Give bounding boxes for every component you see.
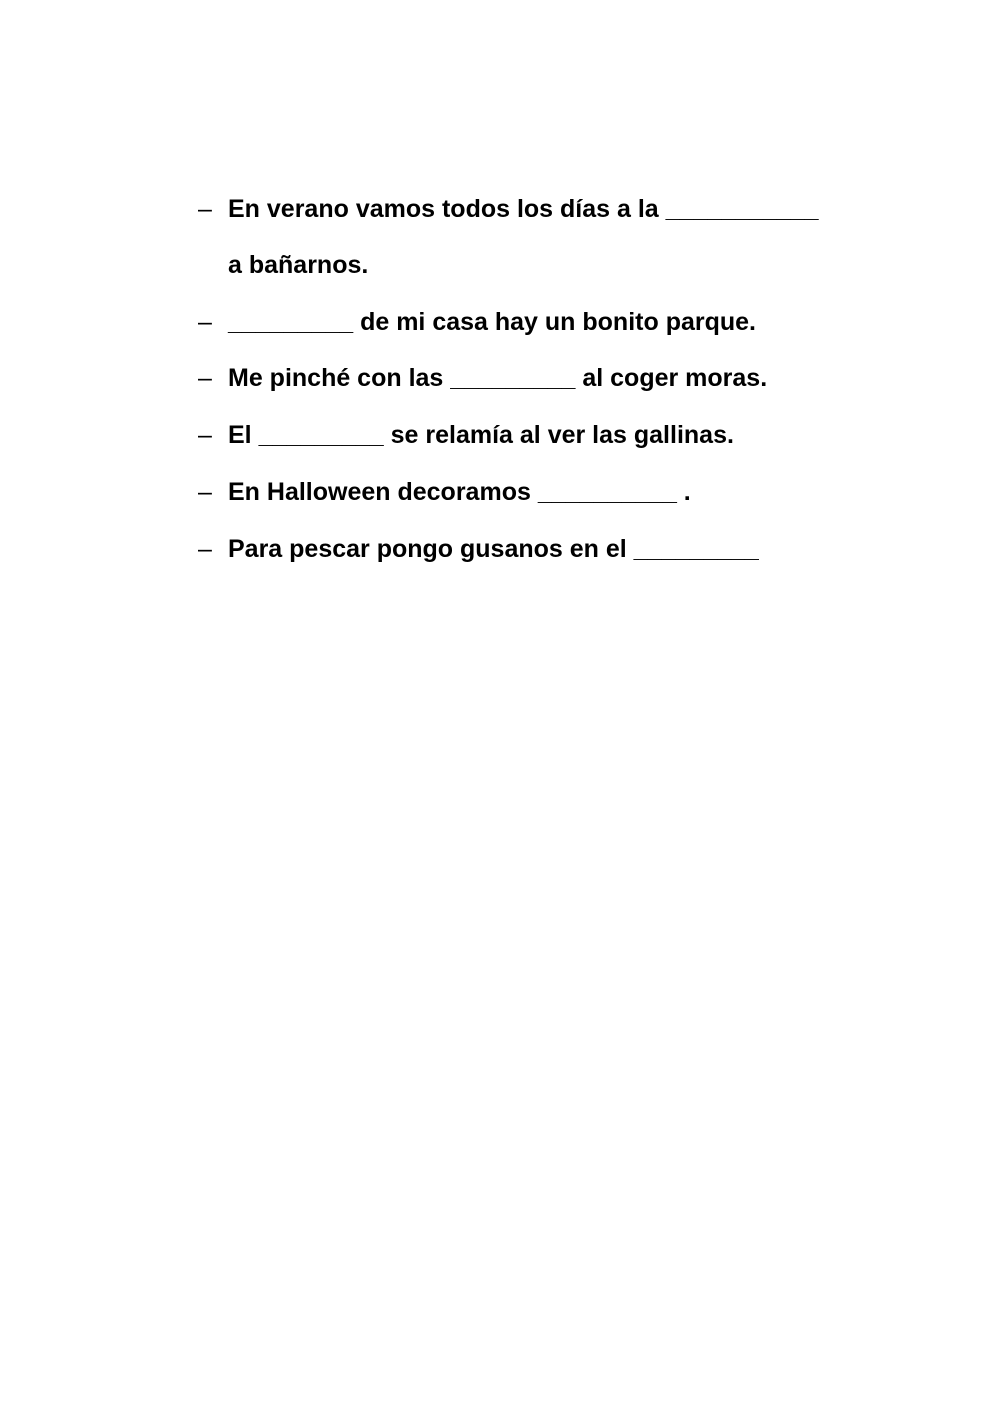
- sentence-text: _________ de mi casa hay un bonito parque.: [228, 308, 756, 336]
- dash-bullet: –: [198, 195, 212, 223]
- dash-bullet: –: [198, 535, 212, 563]
- list-item-continuation: [0, 245, 1000, 285]
- list-item: [0, 415, 1000, 455]
- dash-bullet: –: [198, 308, 212, 336]
- dash-bullet: –: [198, 478, 212, 506]
- sentence-text: a bañarnos.: [228, 251, 369, 279]
- sentence-text: Me pinché con las _________ al coger moras.: [228, 364, 768, 392]
- sentence-text: En Halloween decoramos __________ .: [228, 478, 691, 506]
- sentence-text: En verano vamos todos los días a la ___________: [228, 195, 819, 223]
- sentence-text: El _________ se relamía al ver las gallinas.: [228, 421, 734, 449]
- sentence-text: Para pescar pongo gusanos en el _________: [228, 535, 759, 563]
- dash-bullet: –: [198, 364, 212, 392]
- list-item: [0, 472, 1000, 512]
- dash-bullet: –: [198, 421, 212, 449]
- list-item: [0, 358, 1000, 398]
- list-item: [0, 189, 1000, 229]
- list-item: [0, 529, 1000, 569]
- list-item: [0, 302, 1000, 342]
